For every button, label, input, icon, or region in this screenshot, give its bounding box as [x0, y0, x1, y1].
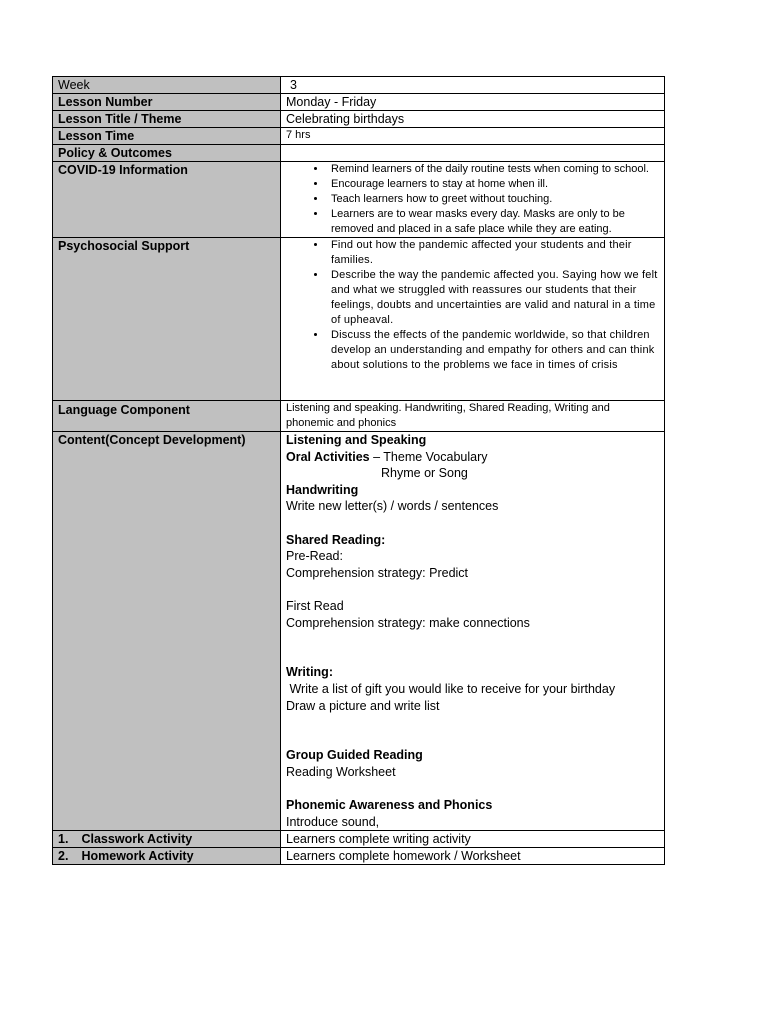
pre-read-line: Pre-Read: [286, 549, 343, 564]
week-value: 3 [281, 77, 665, 94]
lesson-title-row [53, 111, 665, 128]
homework-number: 2. [58, 849, 69, 864]
lesson-number-label: Lesson Number [53, 94, 281, 111]
covid-row [53, 162, 665, 238]
worksheet-line: Reading Worksheet [286, 764, 396, 779]
spacer [286, 648, 659, 665]
predict-line: Comprehension strategy: Predict [286, 565, 469, 580]
spacer [286, 714, 659, 731]
content-row [53, 432, 665, 831]
language-value: Listening and speaking. Handwriting, Shared Reading, Writing and phonemic and phonics [281, 401, 665, 432]
lesson-time-value: 7 hrs [281, 128, 665, 145]
lesson-time-row [53, 128, 665, 145]
homework-label-cell [53, 848, 281, 865]
psychosocial-row [53, 238, 665, 401]
draw-line: Draw a picture and write list [286, 698, 440, 713]
psychosocial-item: • Describe the way the pandemic affected you. Saying how we felt and what we struggled with reassures our students that their feelings, doubts and uncertainties are valid and natural in a time of upheaval. [327, 268, 659, 328]
lesson-time-label: Lesson Time [53, 128, 281, 145]
language-label: Language Component [53, 401, 281, 432]
oral-activities-label: Oral Activities [286, 449, 370, 464]
lesson-title-label: Lesson Title / Theme [53, 111, 281, 128]
psychosocial-item: • Find out how the pandemic affected your students and their families. [327, 238, 659, 268]
oral-activities-text: – Theme Vocabulary [369, 449, 488, 464]
rhyme-line: Rhyme or Song [381, 466, 468, 481]
psychosocial-value [281, 238, 665, 401]
connections-line: Comprehension strategy: make connections [286, 615, 530, 630]
classwork-value: Learners complete writing activity [281, 831, 665, 848]
spacer [286, 515, 659, 532]
content-value [281, 432, 665, 831]
covid-item: • Remind learners of the daily routine tests when coming to school. [327, 162, 659, 177]
handwriting-text: Write new letter(s) / words / sentences [286, 499, 499, 514]
lesson-number-row [53, 94, 665, 111]
covid-list [286, 162, 659, 237]
oral-activities-line [286, 449, 659, 466]
week-label: Week [53, 77, 281, 94]
handwriting-heading: Handwriting [286, 482, 359, 497]
covid-item: • Learners are to wear masks every day. Masks are only to be removed and placed in a safe place while they are eating. [327, 207, 659, 237]
covid-item: • Teach learners how to greet without touching. [327, 192, 659, 207]
week-row [53, 77, 665, 94]
spacer [286, 631, 659, 648]
first-read-line: First Read [286, 598, 344, 613]
content-label: Content(Concept Development) [53, 432, 281, 831]
phonics-heading: Phonemic Awareness and Phonics [286, 798, 493, 813]
homework-value: Learners complete homework / Worksheet [281, 848, 665, 865]
covid-value [281, 162, 665, 238]
spacer [286, 780, 659, 797]
psychosocial-list [286, 238, 659, 373]
spacer [286, 731, 659, 748]
policy-value [281, 145, 665, 162]
language-row [53, 401, 665, 432]
classwork-label: Classwork Activity [81, 832, 193, 847]
psychosocial-label: Psychosocial Support [53, 238, 281, 401]
spacer [286, 581, 659, 598]
introduce-line: Introduce sound, [286, 814, 380, 829]
classwork-label-cell [53, 831, 281, 848]
lesson-plan-table [52, 76, 665, 865]
classwork-number: 1. [58, 832, 69, 847]
policy-label: Policy & Outcomes [53, 145, 281, 162]
psychosocial-item: • Discuss the effects of the pandemic worldwide, so that children develop an understanding and empathy for others and can think about solutions to the problems we face in times of crisis [327, 328, 659, 373]
covid-label: COVID-19 Information [53, 162, 281, 238]
homework-row [53, 848, 665, 865]
listening-heading: Listening and Speaking [286, 433, 427, 447]
homework-label: Homework Activity [81, 849, 194, 864]
lesson-number-value: Monday - Friday [281, 94, 665, 111]
writing-heading: Writing: [286, 665, 333, 680]
writing-text: Write a list of gift you would like to receive for your birthday [286, 681, 616, 696]
policy-row [53, 145, 665, 162]
covid-item: • Encourage learners to stay at home when ill. [327, 177, 659, 192]
guided-reading-heading: Group Guided Reading [286, 748, 423, 763]
classwork-row [53, 831, 665, 848]
lesson-title-value: Celebrating birthdays [281, 111, 665, 128]
shared-reading-heading: Shared Reading: [286, 532, 386, 547]
